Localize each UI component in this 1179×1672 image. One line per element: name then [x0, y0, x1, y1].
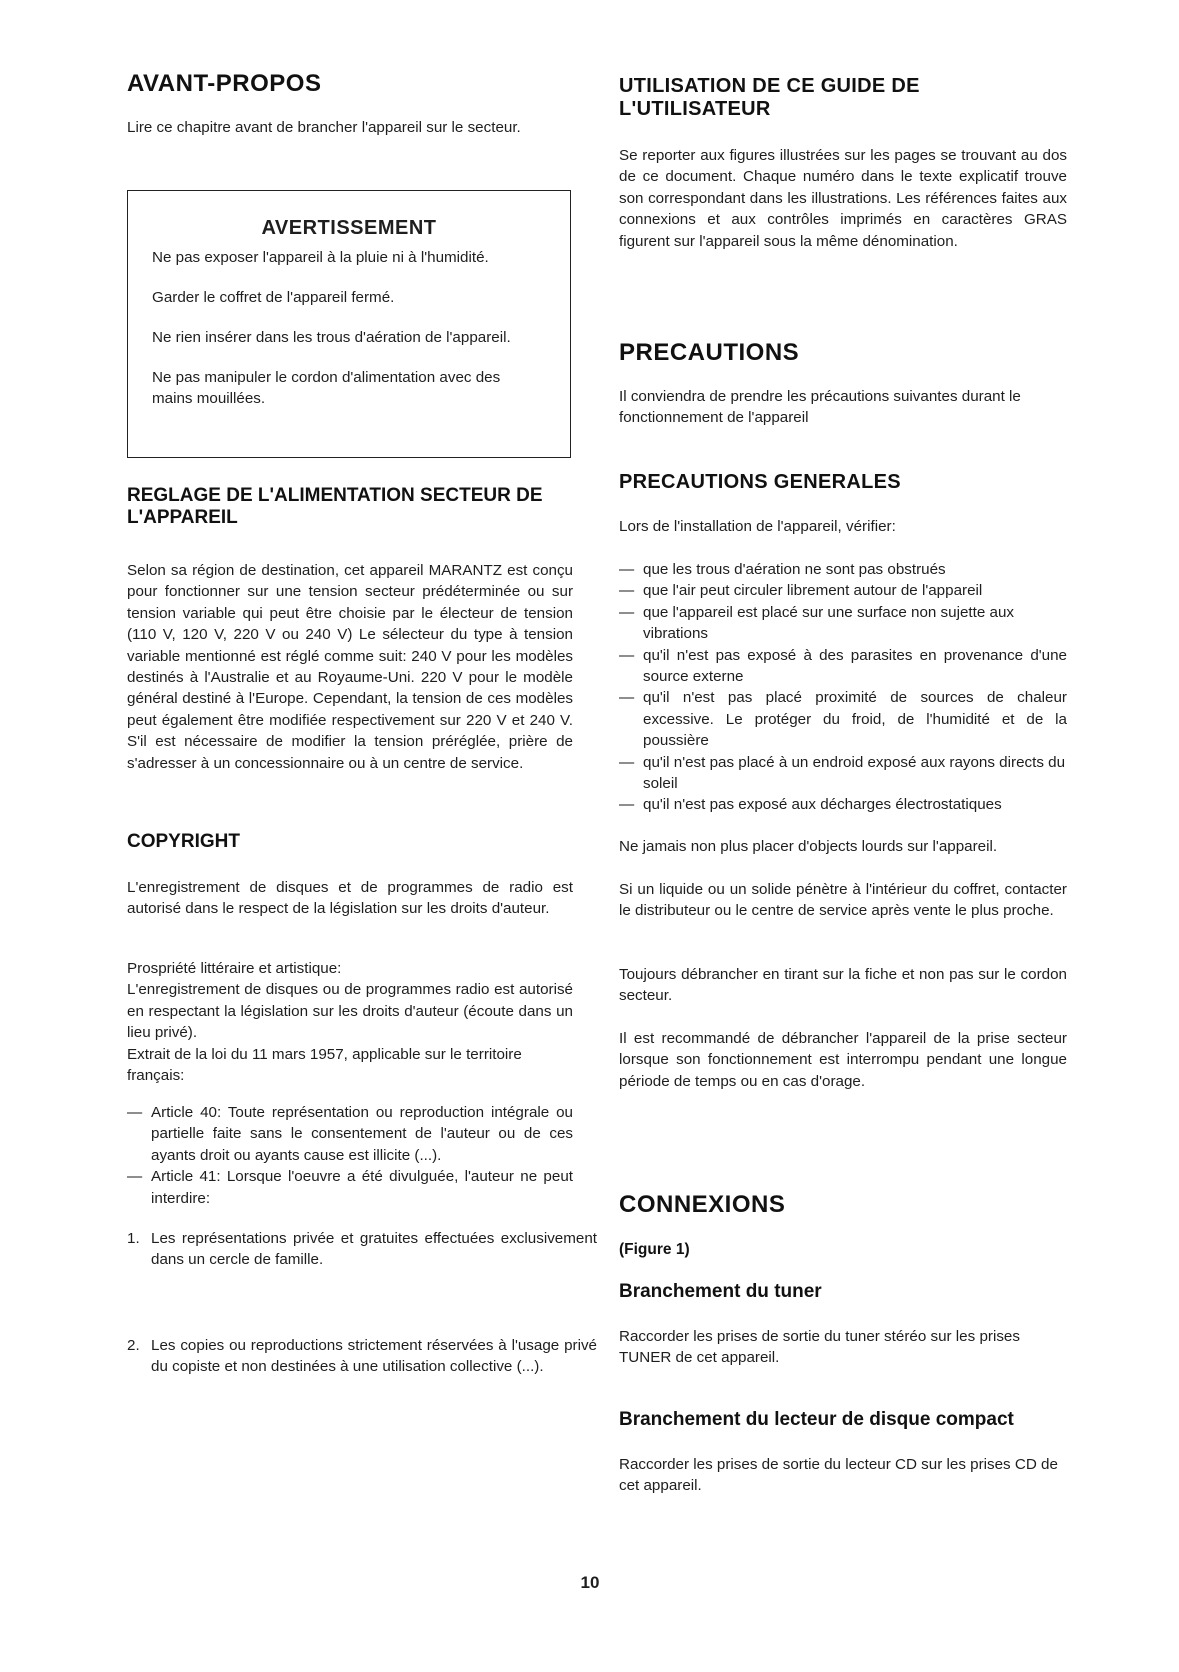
precautions-p2: Si un liquide ou un solide pénètre à l'intérieur du coffret, contacter le distributeur ou le centre de service après vente le plus proche.	[619, 881, 1067, 920]
avant-propos-text: Lire ce chapitre avant de brancher l'appareil sur le secteur.	[127, 119, 521, 136]
copyright-p2-line: Extrait de la loi du 11 mars 1957, applicable sur le territoire français:	[127, 1045, 522, 1085]
copyright-heading: COPYRIGHT	[127, 831, 240, 852]
precautions-generales-heading: PRECAUTIONS GENERALES	[619, 471, 901, 493]
warning-title: AVERTISSEMENT	[261, 217, 437, 239]
precautions-p3: Toujours débrancher en tirant sur la fiche et non pas sur le cordon secteur.	[619, 966, 1067, 1005]
connexions-heading: CONNEXIONS	[619, 1191, 786, 1218]
precautions-p1: Ne jamais non plus placer d'objects lourds sur l'appareil.	[619, 838, 998, 855]
numbered-item	[127, 1335, 597, 1378]
precautions-heading: PRECAUTIONS	[619, 339, 800, 366]
item-number: 1.	[127, 1230, 140, 1247]
avant-propos-heading: AVANT-PROPOS	[127, 70, 322, 97]
left-column	[127, 0, 597, 1376]
reglage-heading: REGLAGE DE L'ALIMENTATION SECTEUR DE L'APPAREIL	[127, 485, 543, 528]
tuner-heading: Branchement du tuner	[619, 1281, 822, 1302]
item-number: 2.	[127, 1336, 140, 1354]
copyright-p2	[127, 958, 573, 1086]
list-item: — qu'il n'est pas placé proximité de sources de chaleur excessive. Le protéger du froid, de l'humidité et de la poussière	[619, 687, 1067, 751]
numbered-item	[127, 1228, 597, 1271]
list-item: — que l'air peut circuler librement autour de l'appareil	[619, 580, 1067, 601]
warning-box	[127, 190, 571, 458]
copyright-p1: L'enregistrement de disques et de programmes de radio est autorisé dans le respect de la législation sur les droits d'auteur.	[127, 879, 573, 918]
list-item: — Article 40: Toute représentation ou reproduction intégrale ou partielle faite sans le consentement de l'auteur ou de ces ayants droit ou ayants cause est illicite (...).	[127, 1102, 573, 1166]
list-item: — qu'il n'est pas placé à un endroid exposé aux rayons directs du soleil	[619, 752, 1067, 795]
warning-line: Ne rien insérer dans les trous d'aération de l'appareil.	[152, 329, 511, 346]
list-item: — qu'il n'est pas exposé aux décharges électrostatiques	[619, 794, 1067, 815]
article-list	[127, 1102, 573, 1209]
reglage-text: Selon sa région de destination, cet appareil MARANTZ est conçu pour fonctionner sur une tension secteur prédéterminée ou sur tension variable qui peut être choisie par le électeur de tension (110 V, 120 V, 220 V ou 240 V) Le sélecteur du type à tension variable mentionné est réglé comme suit: 240 V pour les modèles destinés à l'Australie et au Royaume-Uni. 220 V pour le modèle général destiné à l'Europe. Cependant, la tension de ces modèles peut également être modifiée respectivement sur 220 V et 240 V. S'il est nécessaire de modifier la tension préréglée, prière de s'adresser à un concessionnaire ou à un centre de service.	[127, 562, 573, 772]
warning-line: Garder le coffret de l'appareil fermé.	[152, 289, 395, 306]
precautions-generales-intro: Lors de l'installation de l'appareil, vérifier:	[619, 518, 896, 535]
list-item: — que les trous d'aération ne sont pas obstrués	[619, 559, 1067, 580]
item-text: Les représentations privée et gratuites effectuées exclusivement dans un cercle de famille.	[151, 1230, 597, 1269]
page-number: 10	[580, 1573, 600, 1592]
list-item: — que l'appareil est placé sur une surface non sujette aux vibrations	[619, 602, 1067, 645]
precautions-p4: Il est recommandé de débrancher l'appareil de la prise secteur lorsque son fonctionnement est interrompu pendant une longue période de temps ou en cas d'orage.	[619, 1030, 1067, 1090]
tuner-text: Raccorder les prises de sortie du tuner stéréo sur les prises TUNER de cet appareil.	[619, 1328, 1020, 1367]
cd-text: Raccorder les prises de sortie du lecteur CD sur les prises CD de cet appareil.	[619, 1456, 1058, 1495]
precautions-list	[619, 559, 1067, 816]
figure-reference: (Figure 1)	[619, 1241, 690, 1258]
list-item: — qu'il n'est pas exposé à des parasites en provenance d'une source externe	[619, 645, 1067, 688]
warning-line: Ne pas exposer l'appareil à la pluie ni à l'humidité.	[152, 249, 489, 266]
item-text: Les copies ou reproductions strictement réservées à l'usage privé du copiste et non destinées à une utilisation collective (...).	[151, 1336, 597, 1376]
copyright-p2-line: L'enregistrement de disques ou de programmes radio est autorisé en respectant la législation sur les droits d'auteur (écoute dans un lieu privé).	[127, 981, 573, 1042]
utilisation-heading: UTILISATION DE CE GUIDE DE L'UTILISATEUR	[619, 75, 920, 120]
precautions-text: Il conviendra de prendre les précautions suivantes durant le fonctionnement de l'appareil	[619, 388, 1021, 427]
copyright-p2-line: Prospriété littéraire et artistique:	[127, 960, 342, 977]
cd-heading: Branchement du lecteur de disque compact	[619, 1409, 1014, 1430]
list-item: — Article 41: Lorsque l'oeuvre a été divulguée, l'auteur ne peut interdire:	[127, 1166, 573, 1209]
utilisation-text: Se reporter aux figures illustrées sur les pages se trouvant au dos de ce document. Chaque numéro dans le texte explicatif trouve son correspondant dans les illustrations. Les références faites aux connexions et aux contrôles imprimés en caractères GRAS figurent sur l'appareil sous la même dénomination.	[619, 147, 1067, 250]
warning-line: Ne pas manipuler le cordon d'alimentation avec des mains mouillées.	[152, 369, 501, 408]
